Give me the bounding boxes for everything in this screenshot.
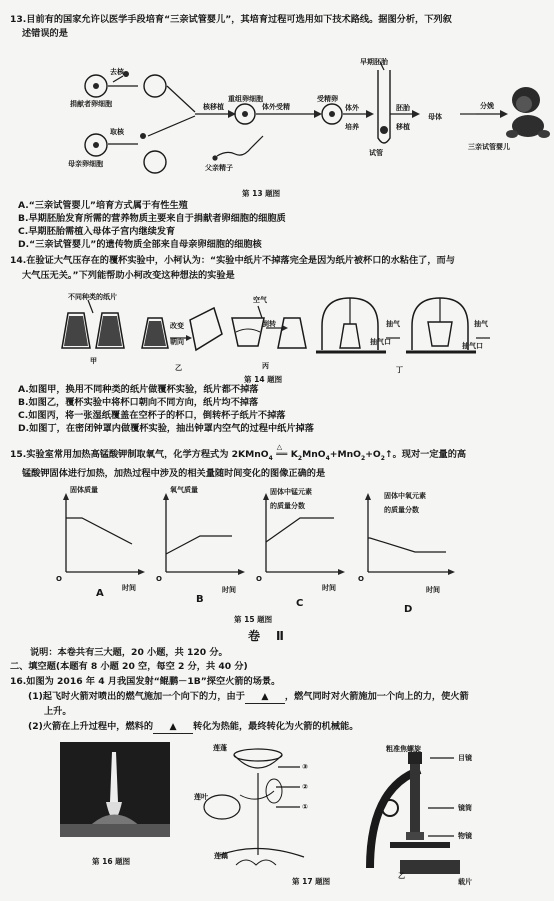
q15-figure-caption: 第 15 题图 <box>234 615 273 624</box>
q16-part1: (1)起飞时火箭对喷出的燃气施加一个向下的力，由于 ▲ ，燃气同时对火箭施加一个向上的力，使火箭 <box>28 691 469 702</box>
q15-graph-d-xlabel: 时间 <box>426 586 440 594</box>
q17-c3: ③ <box>302 763 308 771</box>
q14-paper-types: 不同种类的纸片 <box>68 293 117 301</box>
q14-invert: 倒转 <box>262 320 276 328</box>
q15-graph-d-letter: D <box>404 604 413 615</box>
q17-eyepiece: 目镜 <box>458 754 472 762</box>
q16-rocket-photo <box>60 742 170 837</box>
q13-mother-egg: 母亲卵细胞 <box>68 160 103 168</box>
section2-note: 说明：本卷共有三大题，20 小题，共 120 分。 <box>30 647 228 658</box>
q13-option-b: B.早期胚胎发育所需的营养物质主要来自于捐献者卵细胞的细胞质 <box>18 213 286 224</box>
q14-air: 空气 <box>253 296 267 304</box>
q15-graph-c-ylabel2: 的质量分数 <box>270 502 305 510</box>
q15-stem-line1: 15.实验室常用加热高锰酸钾制取氧气，化学方程式为 2KMnO$_4$ △ ══ $K_2MnO_4+MnO_2+O_2↑$。现对一定量的高 <box>10 443 467 462</box>
q17-c1: ① <box>302 803 308 811</box>
q15-graph-c-letter: C <box>296 598 304 609</box>
q17-coarse-adjust: 粗准焦螺旋 <box>386 745 421 753</box>
q14-option-c: C.如图丙，将一张湿纸覆盖在空杯子的杯口，倒转杯子纸片不掉落 <box>18 410 286 421</box>
q13-ivf: 体外受精 <box>262 103 290 111</box>
q13-take-nucleus: 取核 <box>110 128 124 136</box>
q15-graph-d-ylabel2: 的质量分数 <box>384 506 419 514</box>
q13-father-sperm: 父亲精子 <box>205 164 233 172</box>
q14-stem-line2: 大气压无关。”下列能帮助小柯改变这种想法的实验是 <box>22 270 235 281</box>
q15-graph-a-ylabel: 固体质量 <box>70 486 98 494</box>
q15-graph-b-ylabel: 氧气质量 <box>170 486 198 494</box>
q14-figure-caption: 第 14 题图 <box>244 375 283 384</box>
q14-pump-port-2: 抽气口 <box>462 342 483 350</box>
q14-label-yi: 乙 <box>175 364 182 372</box>
q17-root: 莲藕 <box>214 852 228 860</box>
q14-option-b: B.如图乙，覆杯实验中将杯口朝向不同方向，纸片均不掉落 <box>18 397 259 408</box>
q14-label-jia: 甲 <box>90 357 97 365</box>
q13-mother-body: 母体 <box>428 113 442 121</box>
q15-graph-a-xlabel: 时间 <box>122 584 136 592</box>
q17-microscope <box>350 748 490 888</box>
q13-figure-caption: 第 13 题图 <box>242 189 281 198</box>
q15-stem-line2: 锰酸钾固体进行加热，加热过程中涉及的相关量随时间变化的图像正确的是 <box>22 468 326 479</box>
q14-pump-2: 抽气 <box>474 320 488 328</box>
q13-donor-egg: 捐献者卵细胞 <box>70 100 112 108</box>
q15-graph-a <box>63 493 145 575</box>
q15-graph-c-xlabel: 时间 <box>322 584 336 592</box>
q13-fertilized-egg: 受精卵 <box>317 95 338 103</box>
section2-title: 卷 Ⅱ <box>248 629 286 643</box>
q13-baby: 三亲试管婴儿 <box>468 143 510 151</box>
q17-seedpod: 莲蓬 <box>213 744 227 752</box>
q14-change-orientation-1: 改变 <box>170 322 184 330</box>
q13-stem-line2: 述错误的是 <box>22 28 68 39</box>
q15-graph-d-origin: O <box>358 575 364 583</box>
q15-graph-b-origin: O <box>156 575 162 583</box>
q14-stem-line1: 14.在验证大气压存在的覆杯实验中，小柯认为：“实验中纸片不掉落完全是因为纸片被杯口的水粘住了，而与 <box>10 255 455 266</box>
q13-option-a: A.“三亲试管婴儿”培育方式属于有性生殖 <box>18 200 188 211</box>
q13-option-d: D.“三亲试管婴儿”的遗传物质全部来自母亲卵细胞的细胞核 <box>18 239 262 250</box>
q15-graph-c-origin: O <box>256 575 262 583</box>
q14-pump-port-1: 抽气口 <box>370 338 391 346</box>
q17-c2: ② <box>302 783 308 791</box>
q17-caption: 第 17 题图 <box>292 877 331 886</box>
q13-reconstructed-egg: 重组卵细胞 <box>228 95 263 103</box>
q14-option-d: D.如图丁，在密闭钟罩内做覆杯实验，抽出钟罩内空气的过程中纸片掉落 <box>18 423 314 434</box>
q15-graph-a-letter: A <box>96 588 104 599</box>
q14-option-a: A.如图甲，换用不同种类的纸片做覆杯实验，纸片都不掉落 <box>18 384 259 395</box>
q17-objective: 物镜 <box>458 832 472 840</box>
q13-option-c: C.早期胚胎需植入母体子宫内继续发育 <box>18 226 176 237</box>
q17-label-yi: 乙 <box>398 872 405 880</box>
q15-graph-b-letter: B <box>196 594 204 605</box>
q16-part2: (2)火箭在上升过程中，燃料的 ▲ 转化为热能，最终转化为火箭的机械能。 <box>28 721 359 732</box>
q16-part1-cont: 上升。 <box>44 706 72 717</box>
q14-pump-1: 抽气 <box>386 320 400 328</box>
q13-delivery: 分娩 <box>480 102 494 110</box>
q14-label-bing: 丙 <box>262 362 269 370</box>
q15-graph-b-xlabel: 时间 <box>222 586 236 594</box>
q13-remove-nucleus: 去核 <box>110 68 124 76</box>
q13-nuclear-transfer: 核移植 <box>203 103 224 111</box>
q15-graph-b <box>163 493 245 575</box>
q15-graph-c-ylabel1: 固体中锰元素 <box>270 488 312 496</box>
q17-slide: 载片 <box>458 878 472 886</box>
q16-stem: 16.如图为 2016 年 4 月我国发射“鲲鹏－1B”探空火箭的场景。 <box>10 676 281 687</box>
q17-tube: 镜筒 <box>458 804 472 812</box>
q15-graph-d-ylabel1: 固体中氧元素 <box>384 492 426 500</box>
q13-diagram <box>0 40 554 210</box>
q13-embryo-transfer-1: 胚胎 <box>396 104 410 112</box>
q13-stem-line1: 13.目前有的国家允许以医学手段培育“三亲试管婴儿”，其培育过程可选用如下技术路线。据图分析，下列叙 <box>10 14 452 25</box>
section2-part: 二、填空题(本题有 8 小题 20 空，每空 2 分，共 40 分) <box>10 661 248 672</box>
q15-graph-a-origin: O <box>56 575 62 583</box>
q13-in-vitro-culture-2: 培养 <box>345 123 359 131</box>
q17-leaf: 莲叶 <box>194 793 208 801</box>
q13-early-embryo: 早期胚胎 <box>360 58 388 66</box>
q13-in-vitro-culture-1: 体外 <box>345 104 359 112</box>
q16-caption: 第 16 题图 <box>92 857 131 866</box>
q14-change-orientation-2: 朝向 <box>170 338 184 346</box>
q14-label-ding: 丁 <box>396 366 403 374</box>
q13-embryo-transfer-2: 移植 <box>396 123 410 131</box>
q13-test-tube: 试管 <box>369 149 383 157</box>
